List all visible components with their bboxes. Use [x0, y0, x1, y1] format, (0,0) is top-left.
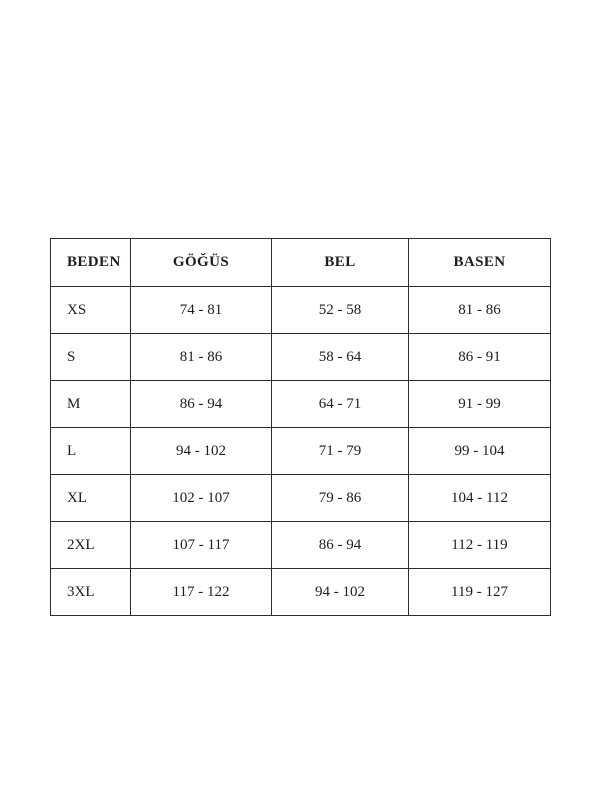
cell-hip: 119 - 127: [409, 569, 551, 616]
table-body: [51, 287, 551, 616]
size-chart-container: [50, 238, 550, 616]
table-row: [51, 522, 551, 569]
column-header-bel: BEL: [272, 239, 409, 287]
table-row: [51, 287, 551, 334]
cell-hip: 104 - 112: [409, 475, 551, 522]
column-header-basen: BASEN: [409, 239, 551, 287]
column-header-beden: BEDEN: [51, 239, 131, 287]
cell-hip: 86 - 91: [409, 334, 551, 381]
cell-chest: 94 - 102: [131, 428, 272, 475]
table-row: [51, 428, 551, 475]
cell-waist: 94 - 102: [272, 569, 409, 616]
cell-waist: 71 - 79: [272, 428, 409, 475]
table-row: [51, 569, 551, 616]
cell-hip: 99 - 104: [409, 428, 551, 475]
cell-size: M: [51, 381, 131, 428]
cell-chest: 81 - 86: [131, 334, 272, 381]
cell-hip: 81 - 86: [409, 287, 551, 334]
cell-chest: 74 - 81: [131, 287, 272, 334]
column-header-gogus: GÖĞÜS: [131, 239, 272, 287]
cell-waist: 79 - 86: [272, 475, 409, 522]
table-header: [51, 239, 551, 287]
cell-size: L: [51, 428, 131, 475]
table-row: [51, 381, 551, 428]
cell-size: XS: [51, 287, 131, 334]
table-header-row: [51, 239, 551, 287]
cell-hip: 112 - 119: [409, 522, 551, 569]
cell-chest: 117 - 122: [131, 569, 272, 616]
cell-size: XL: [51, 475, 131, 522]
cell-size: 3XL: [51, 569, 131, 616]
cell-waist: 86 - 94: [272, 522, 409, 569]
size-chart-table: [50, 238, 551, 616]
cell-chest: 107 - 117: [131, 522, 272, 569]
cell-size: S: [51, 334, 131, 381]
cell-waist: 58 - 64: [272, 334, 409, 381]
cell-size: 2XL: [51, 522, 131, 569]
table-row: [51, 475, 551, 522]
cell-chest: 86 - 94: [131, 381, 272, 428]
cell-chest: 102 - 107: [131, 475, 272, 522]
cell-waist: 52 - 58: [272, 287, 409, 334]
table-row: [51, 334, 551, 381]
cell-hip: 91 - 99: [409, 381, 551, 428]
cell-waist: 64 - 71: [272, 381, 409, 428]
